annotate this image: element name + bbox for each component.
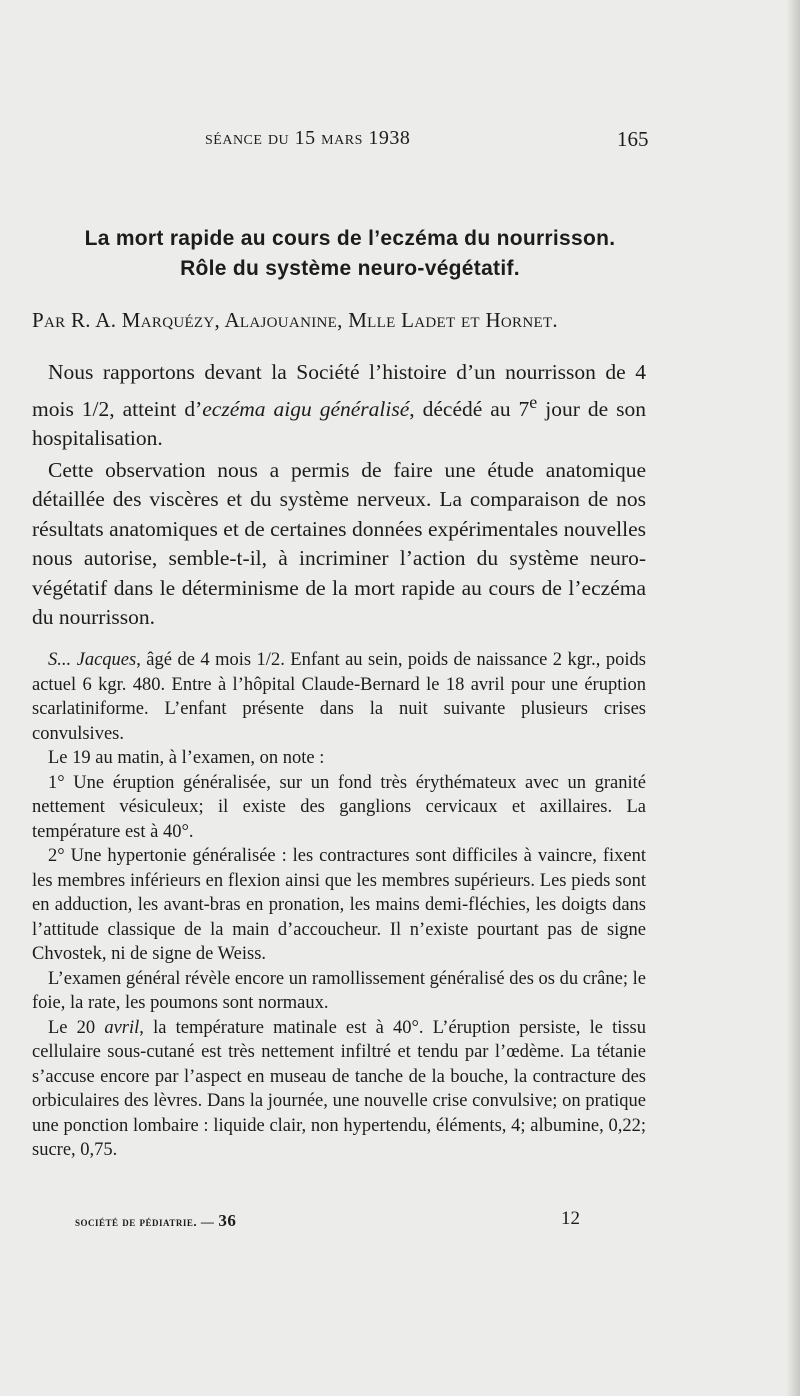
paragraph-1-c: jour de son hospitalisation. bbox=[32, 396, 646, 451]
page-number: 165 bbox=[617, 127, 649, 151]
superscript-e: e bbox=[529, 391, 538, 412]
case-paragraph-1 bbox=[32, 648, 646, 746]
item-number-2: 2° bbox=[48, 846, 65, 866]
page-footer bbox=[0, 1208, 800, 1234]
page-header bbox=[0, 127, 800, 157]
case-paragraph-6-a: Le 20 bbox=[48, 1017, 105, 1038]
authors-names: R. A. Marquézy, Alajouanine, Mlle Ladet et Hornet. bbox=[70, 308, 558, 332]
item-number-1: 1° bbox=[48, 772, 65, 793]
case-paragraph-1-rest: , âgé de 4 mois 1/2. Enfant au sein, poids de naissance 2 kgr., poids actuel 6 kgr. 480. Entre à l’hôpital Claude-Bernard le 18 avril pour une éruption scarlatiniforme. L’enfant présente dans la nuit suivante plusieurs crises convulsives. bbox=[32, 650, 646, 744]
paragraph-2: Cette observation nous a permis de faire une étude anatomique détaillée des viscères et du système nerveux. La comparaison de nos résultats anatomiques et de certaines données expérimentales nouvelles nous autorise, semble-t-il, à incriminer l’action du système neuro-végétatif dans le déterminisme de la mort rapide au cours de l’eczéma du nourrisson. bbox=[32, 457, 646, 630]
paragraph-1 bbox=[32, 358, 646, 454]
article-title-line-2: Rôle du système neuro-végétatif. bbox=[180, 257, 520, 280]
paragraph-1-b: , décédé au 7 bbox=[409, 396, 530, 421]
case-report bbox=[32, 648, 646, 1163]
patient-name: S... Jacques bbox=[48, 650, 137, 670]
case-paragraph-4-text: Une hypertonie généralisée : les contractures sont difficiles à vaincre, fixent les membres inférieurs en flexion ainsi que les membres supérieurs. Les pieds sont en adduction, les avant-bras en pronation, les mains demi-fléchies, les doigts dans l’attitude classique de la main d’accoucheur. Il n’existe pourtant pas de signe Chvostek, ni de signe de Weiss. bbox=[32, 846, 646, 964]
printer-signature bbox=[75, 1211, 236, 1231]
signature-number: 36 bbox=[218, 1211, 237, 1230]
date-italic: avril bbox=[104, 1017, 140, 1038]
introduction bbox=[32, 358, 646, 633]
page-edge-shadow bbox=[786, 0, 800, 1396]
authors-line bbox=[32, 308, 558, 333]
paragraph-1-a: Nous rapportons devant la Société l’histoire d’un nourrisson de 4 mois 1/2, atteint d’ bbox=[32, 360, 646, 421]
case-paragraph-4 bbox=[32, 844, 646, 967]
case-paragraph-3-text: Une éruption généralisée, sur un fond très érythémateux avec un granité nettement vésiculeux; il existe des ganglions cervicaux et axillaires. La température est à 40°. bbox=[32, 772, 646, 842]
case-paragraph-5: L’examen général révèle encore un ramollissement généralisé des os du crâne; le foie, la rate, les poumons sont normaux. bbox=[32, 968, 646, 1013]
authors-prefix: Par bbox=[32, 308, 66, 332]
case-paragraph-3 bbox=[32, 771, 646, 845]
running-title: séance du 15 mars 1938 bbox=[205, 127, 411, 149]
article-title-line-1: La mort rapide au cours de l’eczéma du nourrisson. bbox=[84, 227, 616, 250]
signature-text: société de pédiatrie. — bbox=[75, 1214, 215, 1229]
case-paragraph-6 bbox=[32, 1016, 646, 1163]
article-title bbox=[30, 224, 670, 284]
case-paragraph-2: Le 19 au matin, à l’examen, on note : bbox=[48, 748, 325, 768]
diagnosis-italic: eczéma aigu généralisé bbox=[202, 396, 410, 421]
sheet-number: 12 bbox=[561, 1208, 580, 1229]
case-paragraph-6-b: , la température matinale est à 40°. L’éruption persiste, le tissu cellulaire sous-cutané est très nettement infiltré et tendu par l’œdème. La tétanie s’accuse encore par l’aspect en museau de tanche de la bouche, la contracture des orbiculaires des lèvres. Dans la journée, une nouvelle crise convulsive; on pratique une ponction lombaire : liquide clair, non hypertendu, éléments, 4; albumine, 0,22; sucre, 0,75. bbox=[32, 1017, 647, 1160]
